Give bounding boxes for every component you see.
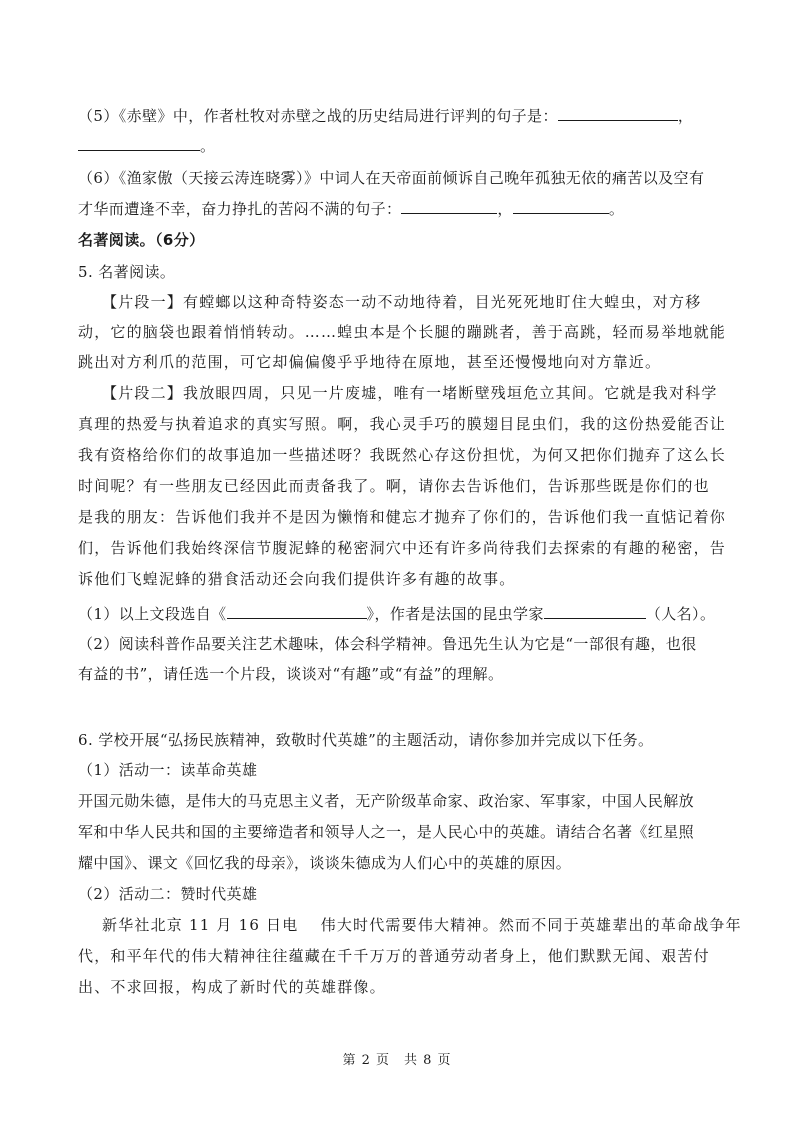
fragment-1-line: 动，它的脑袋也跟着悄悄转动。……蝗虫本是个长腿的蹦跳者，善于高跳，轻而易举地就能: [78, 323, 727, 341]
section-title: 名著阅读。（6分）: [78, 231, 205, 249]
q5-6-line1: （6）《渔家傲（天接云涛连晓雾）》中词人在天帝面前倾诉自己晚年孤独无依的痛苦以及空有: [78, 169, 705, 187]
answer-blank[interactable]: [78, 135, 200, 151]
fragment-2-line: 诉他们飞蝗泥蜂的猎食活动还会向我们提供许多有趣的故事。: [78, 570, 516, 588]
fragment-2-line: 们，告诉他们我始终深信节腹泥蜂的秘密洞穴中还有许多尚待我们去探索的有趣的秘密，告: [78, 539, 727, 557]
activity-1-line: 开国元勋朱德，是伟大的马克思主义者，无产阶级革命家、政治家、军事家，中国人民解放: [78, 792, 695, 810]
news-line: 出、不求回报，构成了新时代的英雄群像。: [78, 978, 386, 996]
fragment-2-line: 【片段二】我放眼四周，只见一片废墟，唯有一堵断壁残垣危立其间。它就是我对科学: [102, 384, 718, 402]
fragment-2-line: 我有资格给你们的故事追加一些描述呀？我既然心存这份担忧，为何又把你们抛弃了这么长: [78, 446, 727, 464]
q5-5-line2: 。: [78, 135, 215, 156]
fragment-1-line: 跳出对方利爪的范围，可它却偏偏傻乎乎地待在原地，甚至还慢慢地向对方靠近。: [78, 353, 662, 371]
q5-sub2-line: （2）阅读科普作品要关注艺术趣味，体会科学精神。鲁迅先生认为它是“一部很有趣，也很: [78, 635, 697, 653]
news-line: 新华社北京 11 月 16 日电 伟大时代需要伟大精神。然而不同于英雄辈出的革命战争年: [102, 916, 742, 934]
question-5-title: 5. 名著阅读。: [78, 263, 176, 281]
news-line: 代，和平年代的伟大精神往往蕴藏在千千万万的普通劳动者身上，他们默默无闻、艰苦付: [78, 947, 710, 965]
answer-blank[interactable]: [401, 198, 497, 214]
q5-6-line2: 才华而遭逢不幸，奋力挣扎的苦闷不满的句子： ， 。: [78, 200, 625, 218]
page-footer: 第 2 页 共 8 页: [342, 1053, 452, 1068]
fragment-2-line: 时间呢？有一些朋友已经因此而责备我了。啊，请你去告诉他们，告诉那些既是你们的也: [78, 477, 710, 495]
activity-1-title: （1）活动一：读革命英雄: [78, 761, 258, 779]
q5-5-line1: （5）《赤壁》中，作者杜牧对赤壁之战的历史结局进行评判的句子是： ，: [78, 107, 694, 125]
fragment-2-line: 是我的朋友：告诉他们我并不是因为懒惰和健忘才抛弃了你们的，告诉他们我一直惦记着你: [78, 508, 727, 526]
activity-1-line: 耀中国》、课文《回忆我的母亲》，谈谈朱德成为人们心中的英雄的原因。: [78, 854, 572, 872]
q5-sub2-line: 有益的书”，请任选一个片段，谈谈对“有趣”或“有益”的理解。: [78, 665, 504, 683]
book-title-blank[interactable]: [227, 603, 367, 619]
q5-sub1: （1）以上文段选自《 》，作者是法国的昆虫学家 （人名）。: [78, 605, 716, 623]
answer-blank[interactable]: [558, 105, 678, 121]
fragment-1-line: 【片段一】有螳螂以这种奇特姿态一动不动地待着，目光死死地盯住大蝗虫，对方移: [102, 293, 702, 311]
activity-1-line: 军和中华人民共和国的主要缔造者和领导人之一，是人民心中的英雄。请结合名著《红星照: [78, 823, 695, 841]
fragment-2-line: 真理的热爱与执着追求的真实写照。啊，我心灵手巧的膜翅目昆虫们，我的这份热爱能否让: [78, 415, 727, 433]
activity-2-title: （2）活动二：赞时代英雄: [78, 885, 258, 903]
answer-blank[interactable]: [513, 198, 609, 214]
author-name-blank[interactable]: [544, 603, 646, 619]
question-6-title: 6. 学校开展“弘扬民族精神，致敬时代英雄”的主题活动，请你参加并完成以下任务。: [78, 731, 654, 749]
